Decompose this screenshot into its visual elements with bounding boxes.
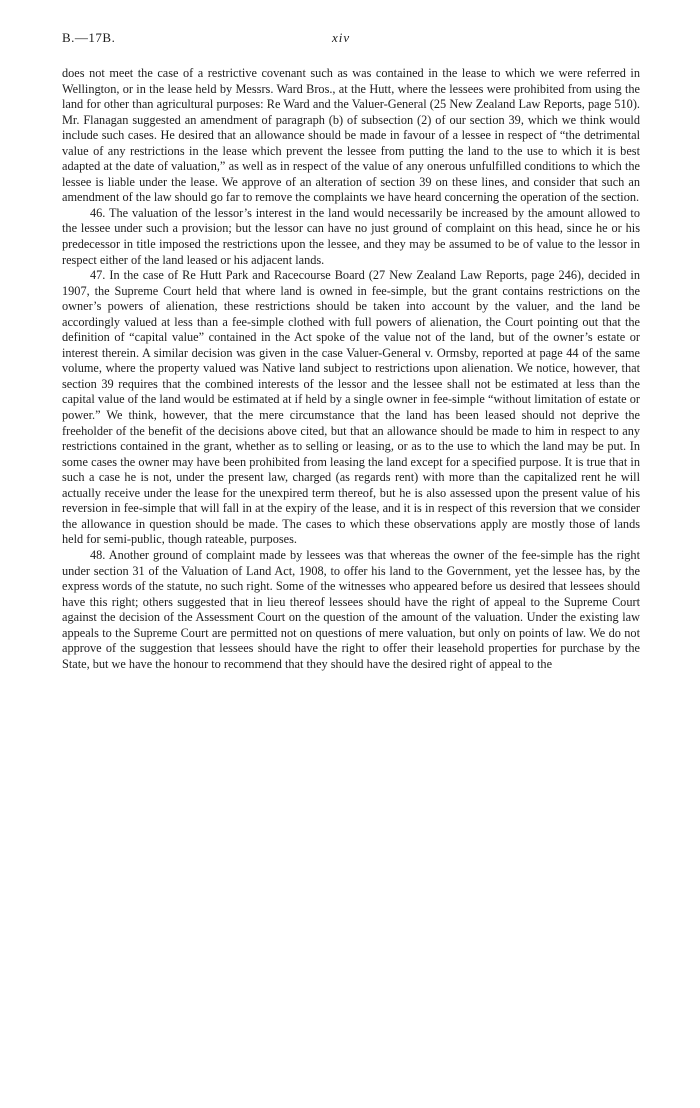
paragraph-47: 47. In the case of Re Hutt Park and Racecourse Board (27 New Zealand Law Reports, page 246), decided in 1907, the Supreme Court held that where land is owned in fee-simple, but the grant contains restrictions on the owner’s powers of alienation, these restrictions should be taken into account by the valuer, and the land be accordingly valued at less than a fee-simple clothed with full powers of alienation, the Court pointing out that the definition of “capital value” contained in the Act spoke of the value not of the land, but of the owner’s estate or interest therein. A similar decision was given in the case Valuer-General v. Ormsby, reported at page 44 of the same volume, where the property valued was Native land subject to restrictions upon alienation. We notice, however, that section 39 requires that the combined interests of the lessor and the lessee shall not be estimated at less than the capital value of the land would be estimated at if held by a single owner in fee-simple “without limitation of estate or power.” We think, however, that the mere circumstance that the land has been leased should not deprive the freeholder of the benefit of the decisions above cited, but that an allowance should be made to him in respect to any restrictions contained in the grant, whether as to selling or leasing, or as to the use to which the land may be put. In some cases the owner may have been prohibited from leasing the land except for a specified purpose. It is true that in such a case he is not, under the present law, charged (as regards rent) with more than the capitalized rent he will actually receive under the lease for the unexpired term thereof, but he is also assessed upon the present value of his reversion in fee-simple that will fall in at the expiry of the lease, and it is in respect of this reversion that we consider the allowance in question should be made. The cases to which these observations apply are mostly those of lands held for semi-public, though rateable, purposes. <box>62 268 640 547</box>
page-header <box>62 30 640 50</box>
paragraph-46: 46. The valuation of the lessor’s interest in the land would necessarily be increased by the amount allowed to the lessee under such a provision; but the lessor can have no just ground of complaint on this head, since he or his predecessor in title imposed the restrictions upon the lessee, and they may be assumed to be of value to the lessor in respect either of the land leased or his adjacent lands. <box>62 205 640 267</box>
paragraph-continuation: does not meet the case of a restrictive covenant such as was contained in the lease to which we were referred in Wellington, or in the lease held by Messrs. Ward Bros., at the Hutt, where the lessees were prohibited from using the land for other than agricultural purposes: Re Ward and the Valuer-General (25 New Zealand Law Reports, page 510). Mr. Flanagan suggested an amendment of paragraph (b) of subsection (2) of our section 39, which we think would include such cases. He desired that an allowance should be made in favour of a lessee in respect of “the detrimental value of any restrictions in the lease which prevent the lessee from putting the land to the use to which it is best adapted at the date of valuation,” as well as in respect of the value of any onerous unfulfilled conditions to which the lessee is liable under the lease. We approve of an alteration of section 39 on these lines, and consider that such an amendment of the law should go far to remove the complaints we have heard concerning the operation of the section. <box>62 66 640 205</box>
page-number: xiv <box>332 30 351 45</box>
document-reference: B.—17B. <box>62 30 116 45</box>
paragraph-48: 48. Another ground of complaint made by lessees was that whereas the owner of the fee-simple has the right under section 31 of the Valuation of Land Act, 1908, to offer his land to the Government, yet the lessee has, by the express words of the statute, no such right. Some of the witnesses who appeared before us desired that lessees should have this right; others suggested that in lieu thereof lessees should have the right of appeal to the Supreme Court against the decision of the Assessment Court on the question of the amount of the valuation. Under the existing law appeals to the Supreme Court are permitted not on questions of mere valuation, but only on points of law. We do not approve of the suggestion that lessees should have the right to offer their leasehold properties for purchase by the State, but we have the honour to recommend that they should have the desired right of appeal to the <box>62 547 640 671</box>
body-text <box>62 66 640 672</box>
